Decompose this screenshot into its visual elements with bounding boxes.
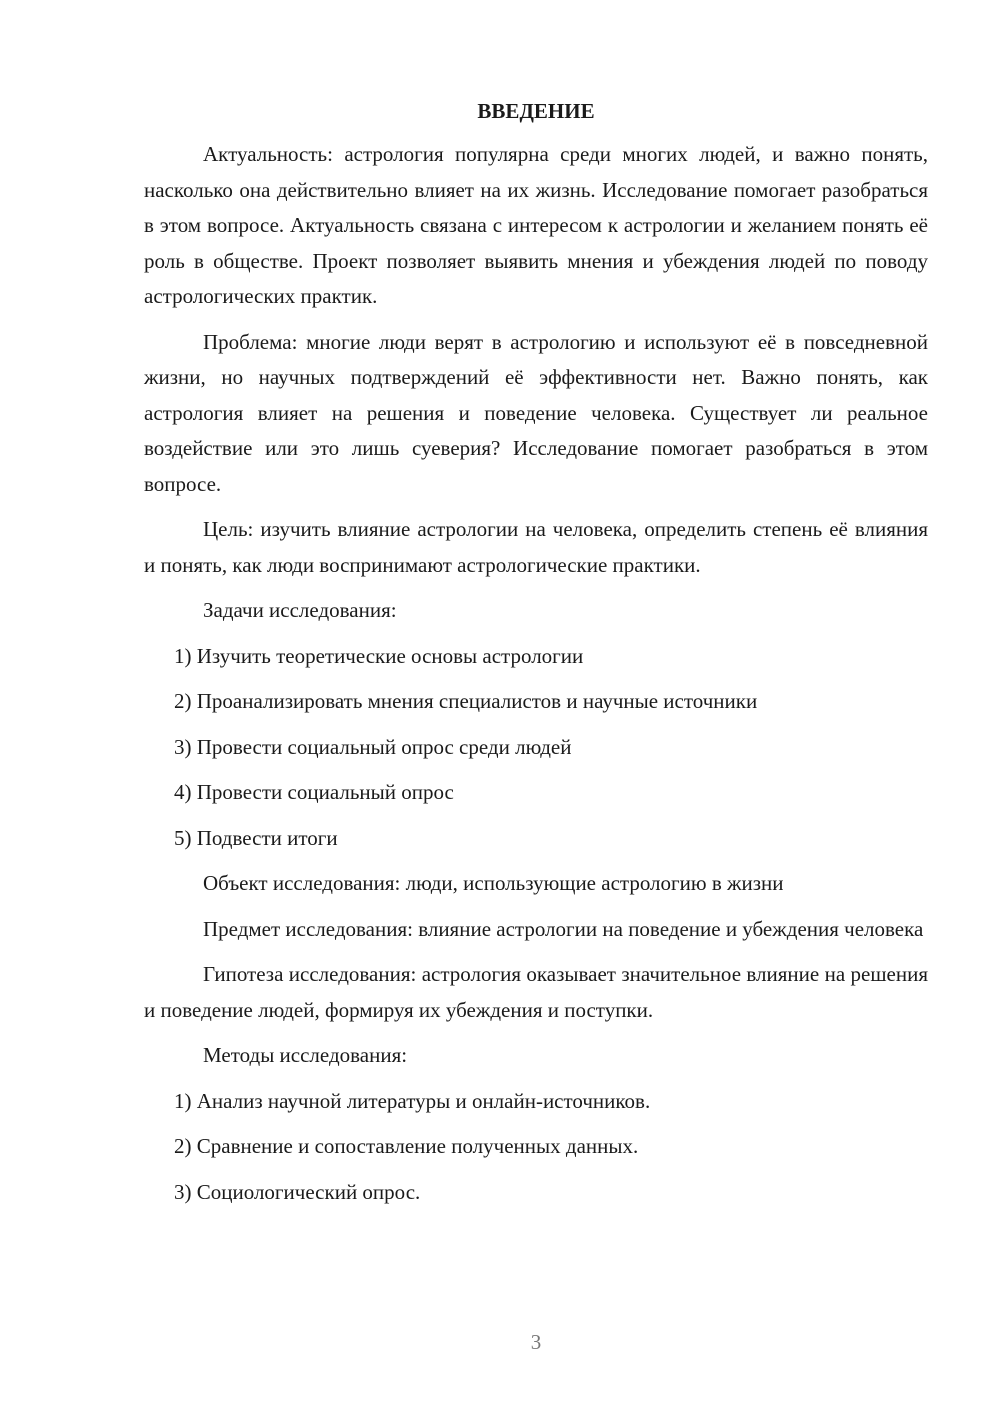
relevance-paragraph: Актуальность: астрология популярна среди многих людей, и важно понять, насколько она действительно влияет на их жизнь. Исследование помогает разобраться в этом вопросе. Актуальность связана с интересом к астрологии и желанием понять её роль в обществе. Проект позволяет выявить мнения и убеждения людей по поводу астрологических практик. [144, 142, 928, 308]
methods-list [144, 1084, 928, 1211]
list-item: 4) Провести социальный опрос [174, 780, 454, 804]
tasks-list [144, 639, 928, 857]
hypothesis-paragraph: Гипотеза исследования: астрология оказывает значительное влияние на решения и поведение людей, формируя их убеждения и поступки. [144, 962, 928, 1022]
subject-paragraph: Предмет исследования: влияние астрологии на поведение и убеждения человека [203, 916, 924, 941]
list-item: 3) Социологический опрос. [174, 1179, 421, 1204]
object-paragraph: Объект исследования: люди, использующие астрологию в жизни [203, 871, 784, 895]
list-item: 1) Анализ научной литературы и онлайн-источников. [174, 1088, 651, 1113]
list-item: 5) Подвести итоги [174, 825, 338, 850]
tasks-heading: Задачи исследования: [203, 598, 397, 622]
problem-paragraph: Проблема: многие люди верят в астрологию и используют её в повседневной жизни, но научных подтверждений её эффективности нет. Важно понять, как астрология влияет на решения и поведение человека. Существует ли реальное воздействие или это лишь суеверия? Исследование помогает разобраться в этом вопросе. [144, 329, 928, 496]
list-item: 3) Провести социальный опрос среди людей [174, 734, 572, 759]
list-item: 2) Проанализировать мнения специалистов и научные источники [174, 689, 758, 713]
page-number: 3 [530, 1330, 542, 1354]
list-item: 1) Изучить теоретические основы астрологии [174, 643, 584, 668]
list-item: 2) Сравнение и сопоставление полученных данных. [174, 1134, 639, 1158]
document-page [144, 96, 928, 1220]
methods-heading: Методы исследования: [203, 1043, 408, 1067]
page-title: ВВЕДЕНИЕ [477, 99, 595, 123]
goal-paragraph: Цель: изучить влияние астрологии на человека, определить степень её влияния и понять, как люди воспринимают астрологические практики. [144, 517, 928, 577]
